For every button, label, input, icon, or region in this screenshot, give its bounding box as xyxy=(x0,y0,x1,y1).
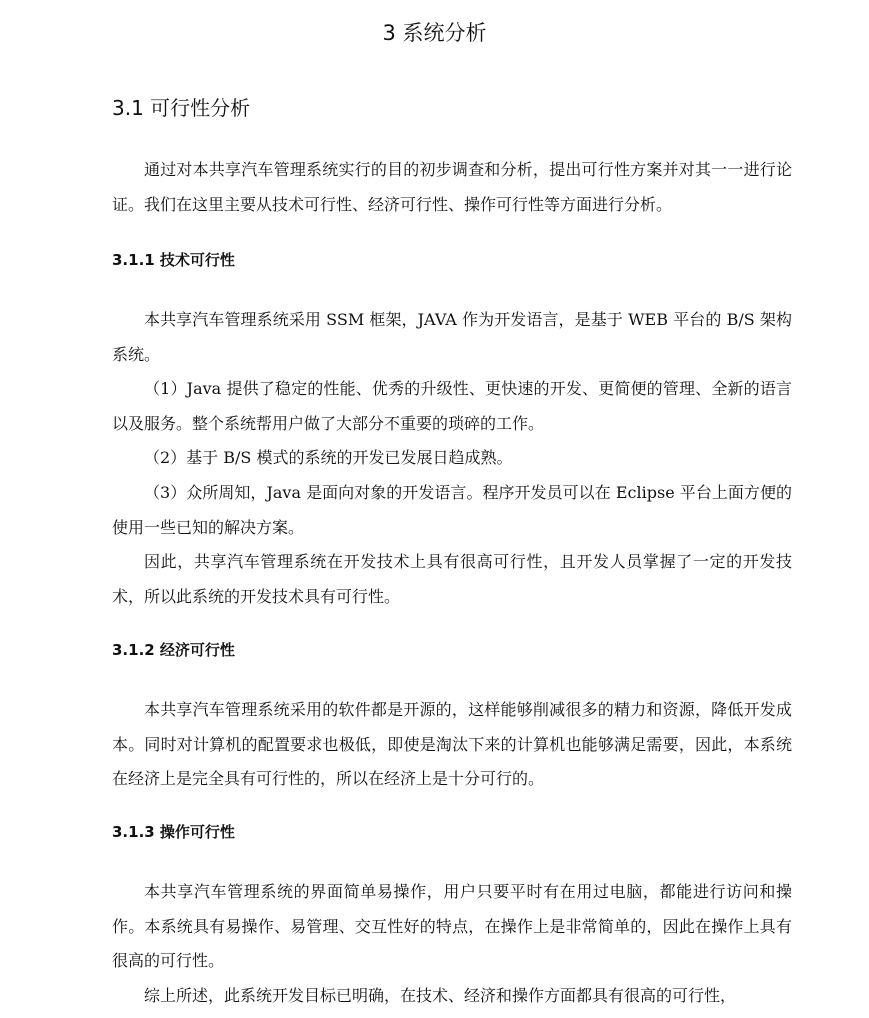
technical-paragraph-3: （2）基于 B/S 模式的系统的开发已发展日趋成熟。 xyxy=(144,448,513,467)
operational-paragraph-1: 本共享汽车管理系统的界面简单易操作，用户只要平时有在用过电脑，都能进行访问和操作。本系统具有易操作、易管理、交互性好的特点，在操作上是非常简单的，因此在操作上具有很高的可行性。 xyxy=(112,882,792,971)
operational-paragraph-2: 综上所述，此系统开发目标已明确，在技术、经济和操作方面都具有很高的可行性， xyxy=(144,986,737,1005)
intro-paragraph: 通过对本共享汽车管理系统实行的目的初步调查和分析，提出可行性方案并对其一一进行论证。我们在这里主要从技术可行性、经济可行性、操作可行性等方面进行分析。 xyxy=(112,160,792,214)
technical-heading: 3.1.1 技术可行性 xyxy=(112,251,235,269)
operational-heading: 3.1.3 操作可行性 xyxy=(112,823,235,841)
economic-paragraph-1: 本共享汽车管理系统采用的软件都是开源的，这样能够削减很多的精力和资源，降低开发成本。同时对计算机的配置要求也极低，即使是淘汰下来的计算机也能够满足需要，因此，本系统在经济上是完全具有可行性的，所以在经济上是十分可行的。 xyxy=(112,700,792,789)
technical-paragraph-4: （3）众所周知，Java 是面向对象的开发语言。程序开发员可以在 Eclipse 平台上面方便的使用一些已知的解决方案。 xyxy=(112,483,792,537)
technical-paragraph-2: （1）Java 提供了稳定的性能、优秀的升级性、更快速的开发、更简便的管理、全新的语言以及服务。整个系统帮用户做了大部分不重要的琐碎的工作。 xyxy=(112,379,792,433)
technical-paragraph-1: 本共享汽车管理系统采用 SSM 框架，JAVA 作为开发语言，是基于 WEB 平台的 B/S 架构系统。 xyxy=(112,310,792,364)
economic-heading: 3.1.2 经济可行性 xyxy=(112,641,235,659)
technical-paragraph-5: 因此，共享汽车管理系统在开发技术上具有很高可行性，且开发人员掌握了一定的开发技术，所以此系统的开发技术具有可行性。 xyxy=(112,552,792,606)
section-title: 3.1 可行性分析 xyxy=(112,96,251,120)
chapter-title: 3 系统分析 xyxy=(382,21,487,45)
